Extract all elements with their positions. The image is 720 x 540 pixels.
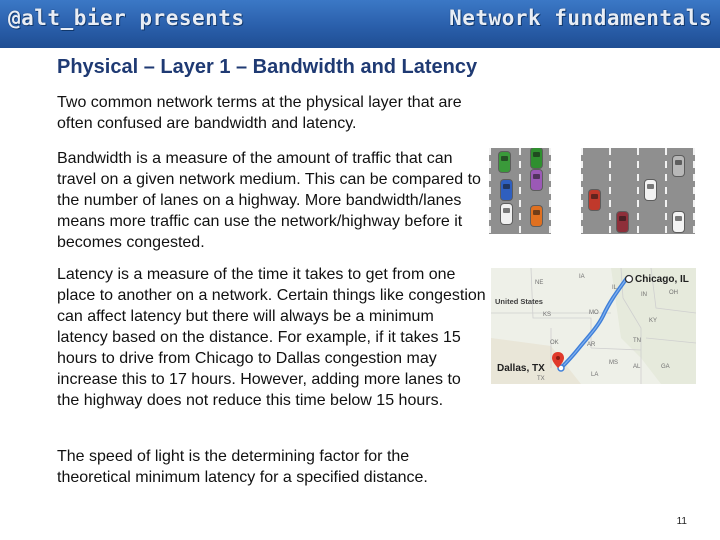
course-title-text: Network fundamentals (449, 6, 712, 30)
origin-city-label: Chicago, IL (635, 274, 689, 285)
map-state-label: MO (589, 310, 599, 316)
presenter-logo-text: @alt_bier presents (8, 6, 245, 30)
map-state-label: OK (550, 340, 559, 346)
speed-of-light-paragraph: The speed of light is the determining factor for the theoretical minimum latency for a specified distance. (57, 448, 428, 486)
latency-paragraph: Latency is a measure of the time it takes to get from one place to another on a network. Certain things like congestion can affect latency but there will always be a minimum latency based on the distance. For example, if it takes 15 hours to drive from Chicago to Dallas congestion may increase this to 17 hours. However, adding more lanes to the highway does not reduce this time below 15 hours. (57, 266, 486, 409)
route-map (491, 268, 696, 384)
bandwidth-paragraph: Bandwidth is a measure of the amount of traffic that can travel on a given network medium. This can be compared to the number of lanes on a highway. More bandwidth/lanes means more traffic can use the network/highway before it becomes congested. (57, 150, 481, 251)
map-state-label: AL (633, 364, 641, 370)
map-state-label: IA (579, 274, 585, 280)
intro-paragraph: Two common network terms at the physical layer that are often confused are bandwidth and latency. (57, 94, 462, 132)
map-state-label: GA (661, 364, 670, 370)
two-lane-highway-image (489, 148, 551, 234)
destination-city-label: Dallas, TX (497, 363, 545, 374)
map-state-label: KY (649, 318, 658, 324)
map-state-label: MS (609, 360, 618, 366)
four-lane-highway-image (581, 148, 695, 234)
page-number: 11 (676, 516, 687, 527)
map-country-label: United States (495, 297, 543, 306)
map-state-label: AR (587, 342, 596, 348)
map-state-label: IL (612, 285, 618, 291)
map-state-label: KS (543, 312, 552, 318)
map-state-label: LA (591, 372, 599, 378)
map-state-label: TN (633, 338, 641, 344)
map-state-label: OH (669, 290, 678, 296)
header-banner (0, 0, 720, 48)
map-state-label: NE (535, 280, 544, 286)
slide-title: Physical – Layer 1 – Bandwidth and Latency (57, 56, 478, 78)
map-state-label: IN (641, 292, 647, 298)
map-state-label: TX (537, 376, 545, 382)
